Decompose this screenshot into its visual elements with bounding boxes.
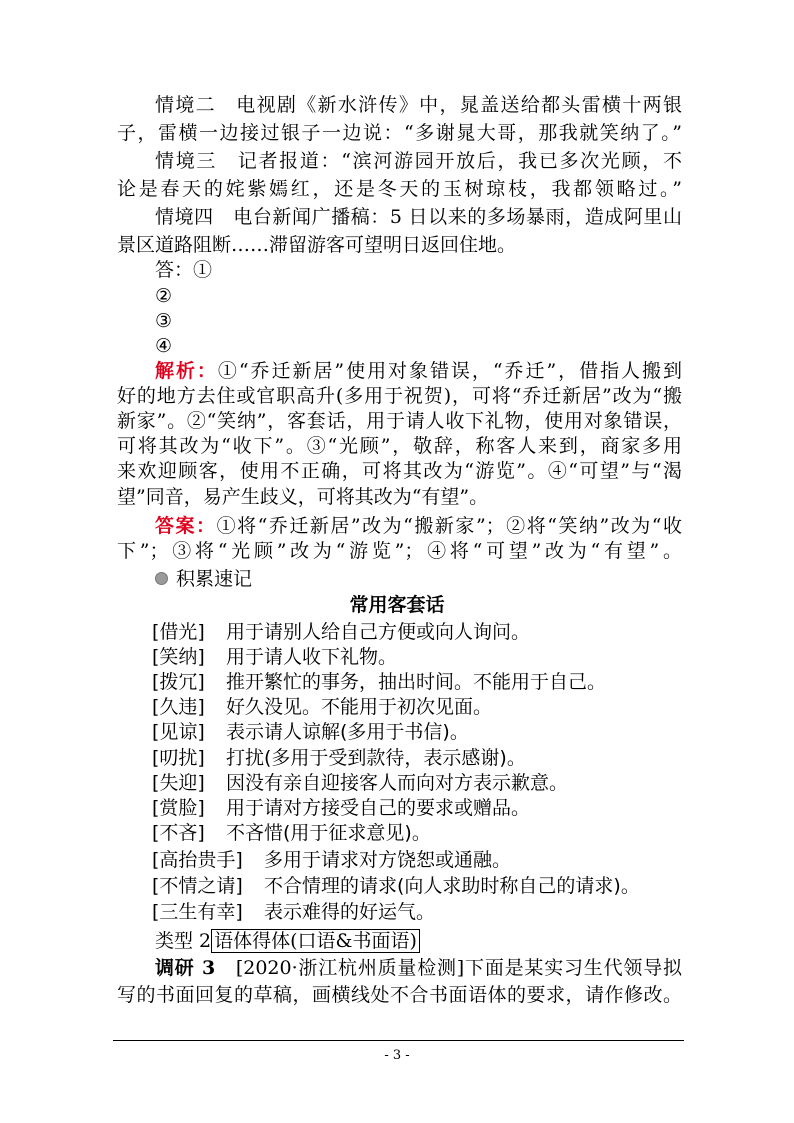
term-entry bbox=[152, 669, 606, 695]
scene-2-line-2: 子，雷横一边接过银子一边说：“多谢晁大哥，那我就笑纳了。” bbox=[117, 122, 682, 144]
footer-rule bbox=[113, 1040, 684, 1041]
page-number: - 3 - bbox=[384, 1048, 410, 1063]
research-3-line-1 bbox=[155, 955, 682, 981]
term-entry bbox=[152, 847, 511, 873]
analysis-line-3: 新家”。②“笑纳”，客套话，用于请人收下礼物，使用对象错误， bbox=[117, 410, 682, 432]
answer-label: 答案： bbox=[155, 515, 217, 537]
answer-line-1 bbox=[155, 513, 682, 539]
term-entry bbox=[152, 719, 469, 745]
term-entry bbox=[152, 795, 530, 821]
term-name: [三生有幸] bbox=[152, 901, 243, 923]
answer-line-2: 下”；③将“光顾”改为“游览”；④将“可望”改为“有望”。 bbox=[117, 540, 682, 562]
answer-prefix: 答： bbox=[155, 259, 194, 281]
type-2-title: 语体得体(口语&书面语) bbox=[211, 929, 420, 953]
analysis-line-4: 可将其改为“收下”。③“光顾”，敬辞，称客人来到，商家多用 bbox=[117, 435, 682, 457]
bullet-icon bbox=[155, 572, 168, 585]
term-definition: 打扰(多用于受到款待，表示感谢)。 bbox=[226, 747, 526, 769]
term-definition: 用于请人收下礼物。 bbox=[226, 646, 398, 668]
scene-4-line-1: 情境四 电台新闻广播稿：5 日以来的多场暴雨，造成阿里山 bbox=[155, 206, 682, 228]
answer-blank-3: ③ bbox=[155, 310, 173, 332]
research-3-line-2: 写的书面回复的草稿，画横线处不合书面语体的要求，请作修改。 bbox=[117, 984, 682, 1006]
term-name: [拨冗] bbox=[152, 671, 205, 693]
analysis-line-5: 来欢迎顾客，使用不正确，可将其改为“游览”。④“可望”与“渴 bbox=[117, 460, 682, 482]
scene-2-line-1: 情境二 电视剧《新水浒传》中，晁盖送给都头雷横十两银 bbox=[155, 94, 682, 116]
type-2-heading bbox=[155, 928, 682, 954]
term-name: [叨扰] bbox=[152, 747, 205, 769]
scene-4-line-2: 景区道路阻断……滞留游客可望明日返回住地。 bbox=[117, 234, 517, 256]
term-definition: 不合情理的请求(向人求助时称自己的请求)。 bbox=[264, 875, 640, 897]
term-entry bbox=[152, 694, 492, 720]
term-definition: 不吝惜(用于征求意见)。 bbox=[226, 822, 431, 844]
analysis-label: 解析： bbox=[155, 360, 218, 382]
term-definition: 表示难得的好运气。 bbox=[264, 901, 436, 923]
term-definition: 表示请人谅解(多用于书信)。 bbox=[226, 721, 469, 743]
research-text: [2020·浙江杭州质量检测]下面是某实习生代领导拟 bbox=[215, 957, 682, 979]
term-definition: 因没有亲自迎接客人而向对方表示歉意。 bbox=[226, 772, 569, 794]
term-entry bbox=[152, 873, 640, 899]
answer-text: ①将“乔迁新居”改为“搬新家”；②将“笑纳”改为“收 bbox=[216, 515, 682, 537]
type-2-prefix: 类型 2 bbox=[155, 930, 212, 952]
blank-marker: ① bbox=[193, 259, 213, 281]
answer-blank-4: ④ bbox=[155, 335, 173, 357]
term-definition: 好久没见。不能用于初次见面。 bbox=[226, 696, 493, 718]
section-label-text: 积累速记 bbox=[176, 568, 253, 590]
answer-blank-1 bbox=[155, 257, 682, 283]
scene-3-line-1: 情境三 记者报道：“滨河游园开放后，我已多次光顾，不 bbox=[155, 150, 682, 172]
term-name: [不吝] bbox=[152, 822, 205, 844]
section-heading: 常用客套话 bbox=[349, 594, 445, 616]
section-label bbox=[155, 566, 252, 592]
analysis-line-2: 好的地方去住或官职高升(多用于祝贺)，可将“乔迁新居”改为“搬 bbox=[117, 385, 682, 407]
term-name: [高抬贵手] bbox=[152, 849, 243, 871]
term-entry bbox=[152, 899, 435, 925]
research-label: 调研 3 bbox=[155, 957, 216, 979]
term-entry bbox=[152, 644, 397, 670]
term-definition: 推开繁忙的事务，抽出时间。不能用于自己。 bbox=[226, 671, 607, 693]
term-entry bbox=[152, 770, 568, 796]
term-name: [不情之请] bbox=[152, 875, 243, 897]
term-name: [久违] bbox=[152, 696, 205, 718]
term-definition: 多用于请求对方饶恕或通融。 bbox=[264, 849, 512, 871]
term-name: [见谅] bbox=[152, 721, 205, 743]
term-entry bbox=[152, 745, 526, 771]
term-name: [借光] bbox=[152, 621, 205, 643]
term-entry bbox=[152, 820, 431, 846]
analysis-line-1 bbox=[155, 358, 682, 384]
term-definition: 用于请对方接受自己的要求或赠品。 bbox=[226, 797, 531, 819]
term-definition: 用于请别人给自己方便或向人询问。 bbox=[226, 621, 531, 643]
answer-blank-2: ② bbox=[155, 285, 173, 307]
term-name: [失迎] bbox=[152, 772, 205, 794]
scene-3-line-2: 论是春天的姹紫嫣红，还是冬天的玉树琼枝，我都领略过。” bbox=[117, 178, 682, 200]
analysis-line-6: 望”同音，易产生歧义，可将其改为“有望”。 bbox=[117, 486, 489, 508]
analysis-text: ①“乔迁新居”使用对象错误，“乔迁”，借指人搬到 bbox=[217, 360, 682, 382]
term-name: [赏脸] bbox=[152, 797, 205, 819]
term-entry bbox=[152, 619, 530, 645]
term-name: [笑纳] bbox=[152, 646, 205, 668]
